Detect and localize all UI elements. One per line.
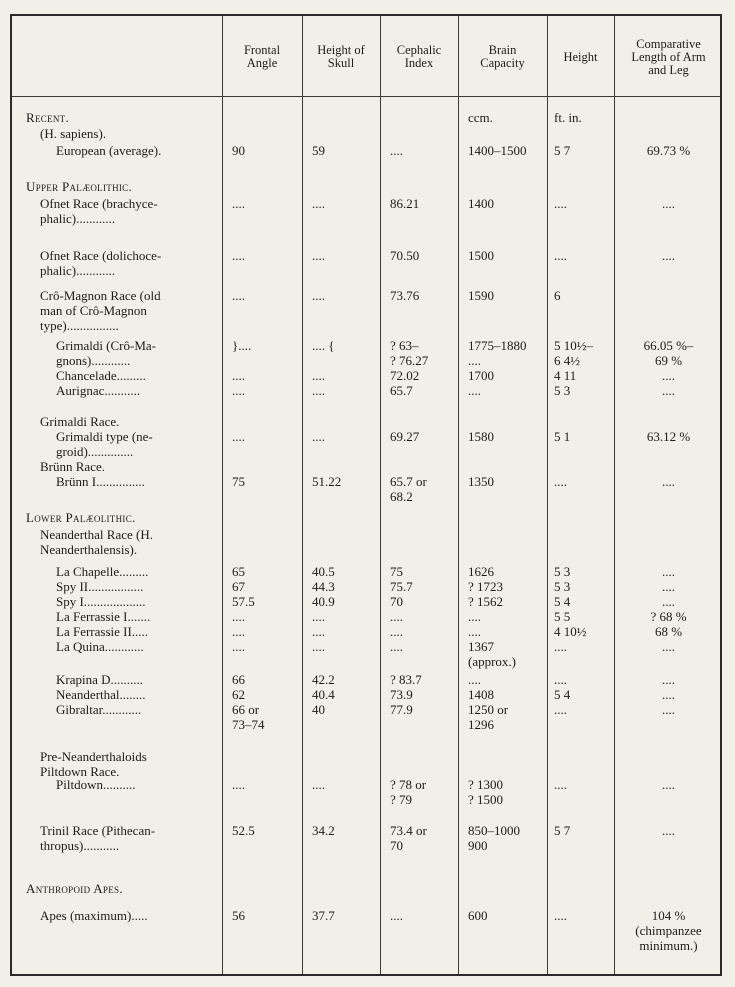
frontal-angle-cell: 62 [232, 687, 245, 702]
brain-capacity-cell: 1580 [468, 429, 494, 444]
cephalic-index-cell: 77.9 [390, 702, 413, 717]
frontal-angle-cell: 56 [232, 908, 245, 923]
skull-height-cell: 51.22 [312, 474, 342, 489]
specimen-label: Piltdown.......... [56, 777, 136, 792]
height-cell: 5 3 [554, 383, 571, 398]
frontal-angle-cell: .... [232, 383, 245, 398]
cephalic-index-cell: .... [390, 624, 403, 639]
frontal-angle-cell: .... [232, 609, 245, 624]
skull-height-cell: 42.2 [312, 672, 335, 687]
specimen-label: Gibraltar............ [56, 702, 142, 717]
frontal-angle-cell: 90 [232, 143, 245, 158]
brain-capacity-cell: .... [468, 624, 481, 639]
cephalic-index-cell: ? 78 or ? 79 [390, 777, 427, 807]
brain-capacity-cell: 1400 [468, 196, 494, 211]
skull-height-cell: .... [312, 777, 325, 792]
height-cell: 5 7 [554, 823, 571, 838]
cephalic-index-cell: 69.27 [390, 429, 420, 444]
arm-leg-length-cell: .... [662, 687, 675, 702]
specimen-label: Brünn Race. [40, 459, 105, 474]
brain-capacity-cell: ? 1562 [468, 594, 504, 609]
arm-leg-length-cell: 66.05 %– 69 % [643, 338, 694, 368]
arm-leg-length-cell: .... [662, 383, 675, 398]
cephalic-index-cell: 86.21 [390, 196, 420, 211]
brain-capacity-cell: 1400–1500 [468, 143, 527, 158]
brain-capacity-cell: 1250 or 1296 [468, 702, 509, 732]
brain-capacity-cell: 1590 [468, 288, 494, 303]
section-heading: Recent. [26, 110, 70, 125]
cephalic-index-cell: 75 [390, 564, 403, 579]
frontal-angle-cell: .... [232, 639, 245, 654]
arm-leg-length-cell: .... [662, 672, 675, 687]
specimen-label: La Chapelle......... [56, 564, 149, 579]
specimen-label: Aurignac........... [56, 383, 141, 398]
header-height-of-skull: Height of Skull [317, 43, 365, 70]
cephalic-index-cell: 73.9 [390, 687, 413, 702]
arm-leg-length-cell: .... [662, 474, 675, 489]
skull-height-cell: 44.3 [312, 579, 335, 594]
brain-capacity-cell: 1775–1880 .... [468, 338, 527, 368]
height-cell: 4 11 [554, 368, 577, 383]
brain-capacity-cell: .... [468, 383, 481, 398]
skull-height-cell: .... [312, 609, 325, 624]
arm-leg-length-cell: .... [662, 564, 675, 579]
frontal-angle-cell: .... [232, 429, 245, 444]
brain-capacity-cell: .... [468, 609, 481, 624]
skull-height-cell: .... { [312, 338, 335, 353]
cephalic-index-cell: 73.76 [390, 288, 420, 303]
specimen-label: (H. sapiens). [40, 126, 107, 141]
height-cell: 5 3 [554, 564, 571, 579]
specimen-label: Grimaldi type (ne- groid).............. [56, 429, 153, 459]
header-cephalic-index: Cephalic Index [396, 43, 442, 70]
frontal-angle-cell: 65 [232, 564, 245, 579]
skull-height-cell: 40 [312, 702, 325, 717]
height-cell: .... [554, 777, 567, 792]
brain-capacity-cell: 1500 [468, 248, 494, 263]
specimen-label: Grimaldi (Crô-Ma- gnons)............ [56, 338, 157, 368]
skull-height-cell: .... [312, 429, 325, 444]
header-height: Height [563, 49, 598, 64]
skull-height-cell: .... [312, 288, 325, 303]
column-divider [302, 16, 303, 974]
section-heading: Anthropoid Apes. [26, 881, 123, 896]
height-cell: ft. in. [554, 110, 582, 125]
column-divider [380, 16, 381, 974]
header-arm-leg-length: Comparative Length of Arm and Leg [631, 36, 706, 77]
height-cell: .... [554, 248, 567, 263]
arm-leg-length-cell: .... [662, 594, 675, 609]
specimen-label: Spy I................... [56, 594, 146, 609]
specimen-label: Ofnet Race (dolichoce- phalic)............ [40, 248, 162, 278]
frontal-angle-cell: .... [232, 196, 245, 211]
specimen-label: Trinil Race (Pithecan- thropus)........... [40, 823, 156, 853]
column-divider [222, 16, 223, 974]
skull-height-cell: 37.7 [312, 908, 335, 923]
specimen-label: Pre-Neanderthaloids Piltdown Race. [40, 749, 147, 779]
cephalic-index-cell: .... [390, 639, 403, 654]
frontal-angle-cell: 57.5 [232, 594, 255, 609]
height-cell: .... [554, 672, 567, 687]
specimen-label: Apes (maximum)..... [40, 908, 148, 923]
brain-capacity-cell: ccm. [468, 110, 493, 125]
frontal-angle-cell: .... [232, 624, 245, 639]
arm-leg-length-cell: ? 68 % [650, 609, 687, 624]
height-cell: 5 5 [554, 609, 571, 624]
cephalic-index-cell: .... [390, 143, 403, 158]
brain-capacity-cell: 1408 [468, 687, 494, 702]
specimen-label: Chancelade......... [56, 368, 146, 383]
brain-capacity-cell: ? 1723 [468, 579, 504, 594]
skull-height-cell: 40.5 [312, 564, 335, 579]
specimen-label: Krapina D.......... [56, 672, 144, 687]
cephalic-index-cell: ? 83.7 [390, 672, 422, 687]
arm-leg-length-cell: .... [662, 196, 675, 211]
brain-capacity-cell: .... [468, 672, 481, 687]
cephalic-index-cell: 70 [390, 594, 403, 609]
height-cell: .... [554, 702, 567, 717]
specimen-label: European (average). [56, 143, 162, 158]
frontal-angle-cell: 66 [232, 672, 245, 687]
arm-leg-length-cell: .... [662, 579, 675, 594]
specimen-label: Spy II................. [56, 579, 144, 594]
skull-height-cell: 59 [312, 143, 325, 158]
height-cell: 5 7 [554, 143, 571, 158]
arm-leg-length-cell: 104 % (chimpanzee minimum.) [635, 908, 702, 953]
header-frontal-angle: Frontal Angle [243, 43, 281, 70]
header-rule [12, 96, 720, 97]
specimen-label: La Ferrassie I....... [56, 609, 151, 624]
arm-leg-length-cell: 68 % [654, 624, 683, 639]
skull-height-cell: .... [312, 383, 325, 398]
frontal-angle-cell: .... [232, 288, 245, 303]
height-cell: 5 10½– 6 4½ [554, 338, 593, 368]
frontal-angle-cell: 66 or 73–74 [232, 702, 265, 732]
height-cell: .... [554, 908, 567, 923]
specimen-label: La Quina............ [56, 639, 144, 654]
cephalic-index-cell: ? 63– ? 76.27 [390, 338, 429, 368]
section-heading: Upper Palæolithic. [26, 179, 133, 194]
frontal-angle-cell: .... [232, 368, 245, 383]
skull-height-cell: 40.9 [312, 594, 335, 609]
height-cell: 6 [554, 288, 561, 303]
frontal-angle-cell: .... [232, 248, 245, 263]
skull-height-cell: .... [312, 248, 325, 263]
arm-leg-length-cell: .... [662, 777, 675, 792]
header-brain-capacity: Brain Capacity [480, 43, 525, 70]
arm-leg-length-cell: .... [662, 702, 675, 717]
column-divider [547, 16, 548, 974]
frontal-angle-cell: 52.5 [232, 823, 255, 838]
specimen-label: Grimaldi Race. [40, 414, 120, 429]
arm-leg-length-cell: .... [662, 823, 675, 838]
specimen-label: Neanderthal........ [56, 687, 146, 702]
specimen-label: Neanderthal Race (H. Neanderthalensis). [40, 527, 153, 557]
frontal-angle-cell: 67 [232, 579, 245, 594]
cephalic-index-cell: 65.7 or 68.2 [390, 474, 427, 504]
frontal-angle-cell: 75 [232, 474, 245, 489]
height-cell: .... [554, 474, 567, 489]
skull-height-cell: .... [312, 639, 325, 654]
cephalic-index-cell: .... [390, 609, 403, 624]
arm-leg-length-cell: .... [662, 368, 675, 383]
arm-leg-length-cell: 63.12 % [646, 429, 691, 444]
brain-capacity-cell: 600 [468, 908, 488, 923]
brain-capacity-cell: 850–1000 900 [468, 823, 520, 853]
skull-height-cell: .... [312, 624, 325, 639]
cephalic-index-cell: 72.02 [390, 368, 420, 383]
arm-leg-length-cell: .... [662, 248, 675, 263]
cephalic-index-cell: 70.50 [390, 248, 420, 263]
specimen-label: La Ferrassie II..... [56, 624, 149, 639]
skull-height-cell: 34.2 [312, 823, 335, 838]
skull-height-cell: .... [312, 196, 325, 211]
cephalic-index-cell: 65.7 [390, 383, 413, 398]
height-cell: 5 1 [554, 429, 571, 444]
height-cell: .... [554, 639, 567, 654]
section-heading: Lower Palæolithic. [26, 510, 136, 525]
brain-capacity-cell: 1626 [468, 564, 494, 579]
frontal-angle-cell: .... [232, 777, 245, 792]
height-cell: 5 4 [554, 687, 571, 702]
height-cell: 5 3 [554, 579, 571, 594]
brain-capacity-cell: 1350 [468, 474, 494, 489]
column-divider [458, 16, 459, 974]
cephalic-index-cell: .... [390, 908, 403, 923]
arm-leg-length-cell: 69.73 % [646, 143, 691, 158]
brain-capacity-cell: ? 1300 ? 1500 [468, 777, 504, 807]
height-cell: 4 10½ [554, 624, 587, 639]
frontal-angle-cell: }.... [232, 338, 252, 353]
brain-capacity-cell: 1367 (approx.) [468, 639, 517, 669]
skull-height-cell: .... [312, 368, 325, 383]
specimen-label: Brünn I............... [56, 474, 145, 489]
cephalic-index-cell: 75.7 [390, 579, 413, 594]
brain-capacity-cell: 1700 [468, 368, 494, 383]
height-cell: .... [554, 196, 567, 211]
table-frame [10, 14, 722, 976]
height-cell: 5 4 [554, 594, 571, 609]
cephalic-index-cell: 73.4 or 70 [390, 823, 427, 853]
specimen-label: Crô-Magnon Race (old man of Crô-Magnon type)................ [40, 288, 161, 333]
arm-leg-length-cell: .... [662, 639, 675, 654]
specimen-label: Ofnet Race (brachyce- phalic)............ [40, 196, 158, 226]
skull-height-cell: 40.4 [312, 687, 335, 702]
